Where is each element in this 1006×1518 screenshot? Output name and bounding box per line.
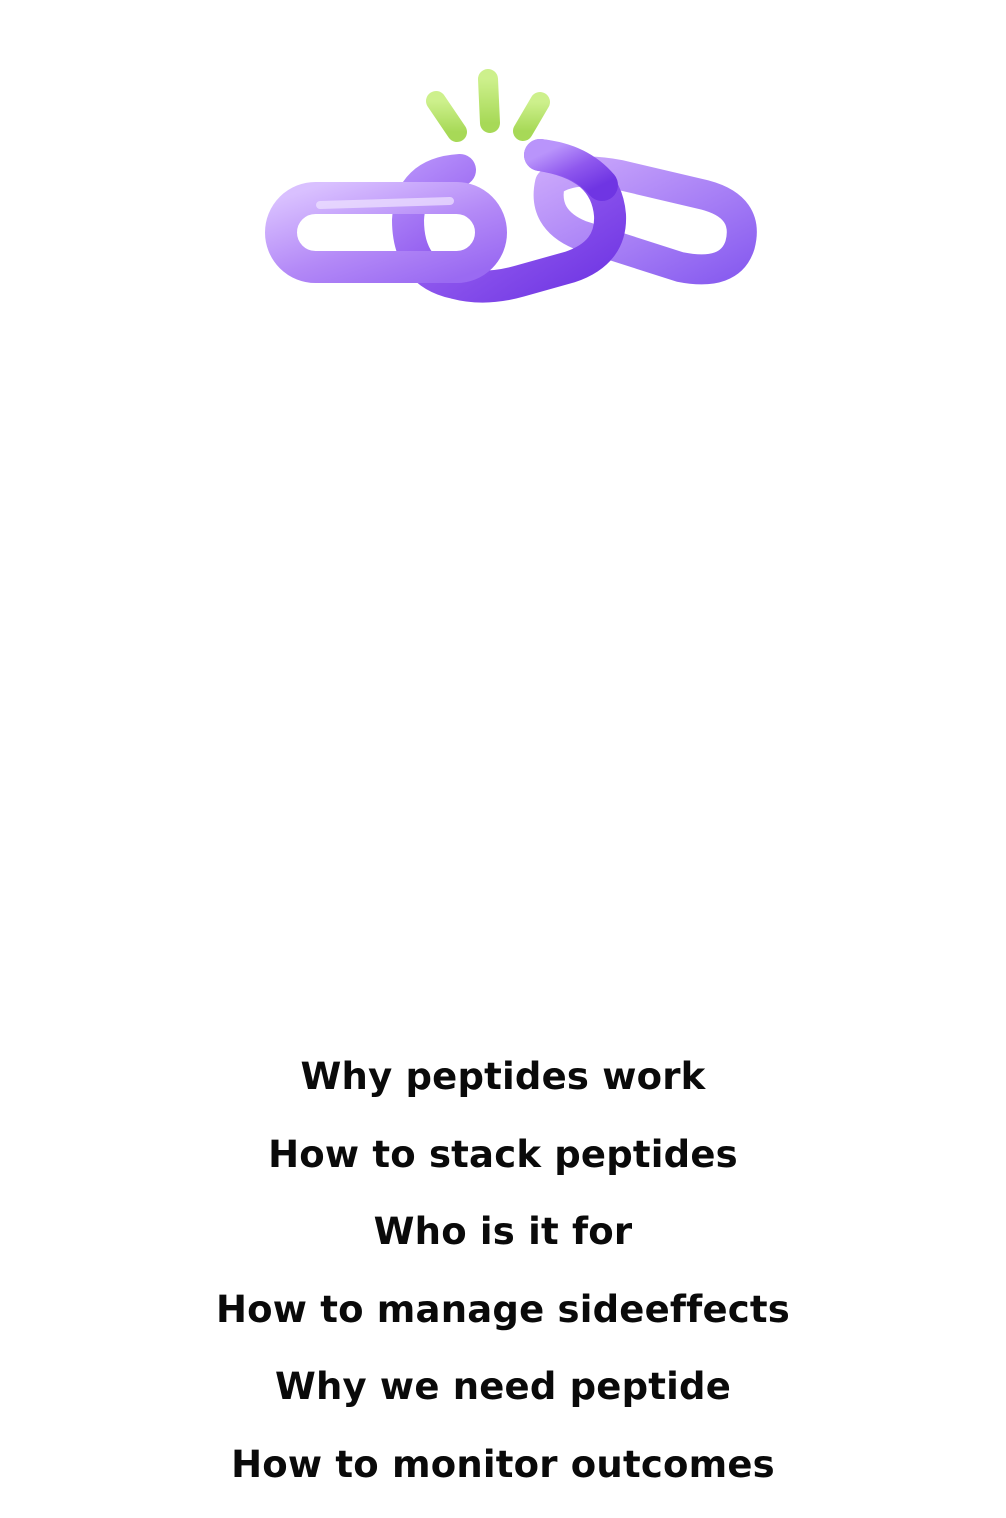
topic-why-peptides-work: Why peptides work	[300, 1055, 706, 1098]
topic-how-to-monitor-outcomes: How to monitor outcomes	[231, 1442, 775, 1486]
chain-link-left	[281, 198, 491, 267]
broken-chain-icon	[250, 55, 770, 315]
broken-chain-illustration	[250, 55, 770, 315]
topic-how-to-manage-sideeffects: How to manage sideeffects	[215, 1287, 791, 1331]
spark-lines	[436, 79, 540, 132]
topic-who-is-it-for: Who is it for	[373, 1210, 633, 1254]
topic-list	[0, 1052, 1006, 1518]
topic-why-we-need-peptide: Why we need peptide	[274, 1365, 732, 1409]
topic-how-to-stack-peptides: How to stack peptides	[268, 1132, 738, 1176]
